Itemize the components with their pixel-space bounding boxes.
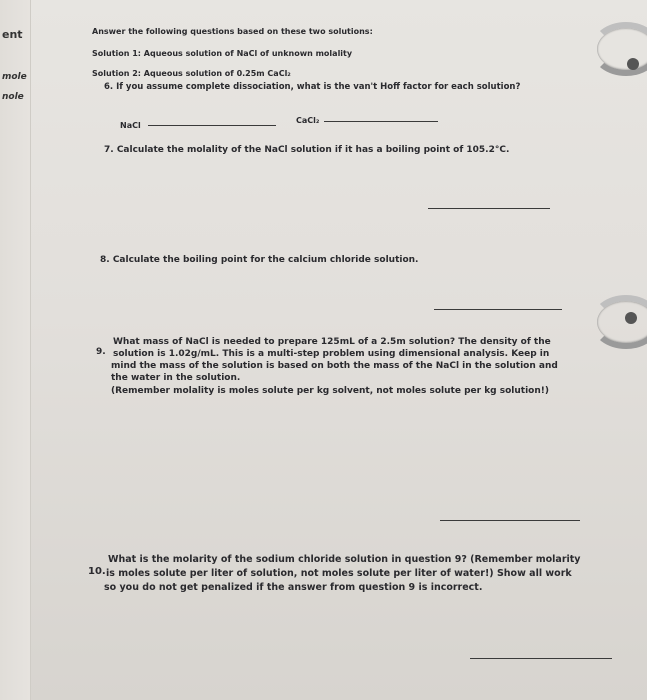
q6-nacl-answer-line: [148, 125, 276, 126]
q8-answer-line: [434, 309, 562, 310]
question-9-line: mind the mass of the solution is based on both the mass of the NaCl in the solution and: [111, 361, 558, 371]
question-10-line: is moles solute per liter of solution, not moles solute per liter of water!) Show all work: [106, 568, 572, 579]
solution-2-text: Solution 2: Aqueous solution of 0.25m CaCl₂: [92, 69, 291, 78]
q6-cacl2-answer-line: [324, 121, 438, 122]
question-10-line: so you do not get penalized if the answer from question 9 is incorrect.: [104, 582, 483, 593]
binder-ring-icon: [591, 295, 647, 349]
q6-cacl2-label: CaCl₂: [296, 116, 320, 125]
q7-answer-line: [428, 208, 550, 209]
binder-hole-icon: [627, 58, 639, 70]
margin-text: ent: [2, 28, 23, 41]
question-9-line: What mass of NaCl is needed to prepare 125mL of a 2.5m solution? The density of the: [113, 337, 551, 347]
question-6: 6. If you assume complete dissociation, what is the van't Hoff factor for each solution?: [104, 82, 521, 92]
question-10-number: 10.: [88, 566, 106, 577]
margin-text: nole: [2, 92, 24, 102]
question-7: 7. Calculate the molality of the NaCl solution if it has a boiling point of 105.2°C.: [104, 145, 510, 155]
binder-ring-icon: [591, 22, 647, 76]
previous-page-edge: [0, 0, 31, 700]
solution-1-text: Solution 1: Aqueous solution of NaCl of unknown molality: [92, 49, 353, 58]
question-9-line: (Remember molality is moles solute per kg solvent, not moles solute per kg solution!): [111, 386, 549, 396]
question-10-line: What is the molarity of the sodium chloride solution in question 9? (Remember molarity: [108, 554, 581, 565]
question-9-number: 9.: [96, 347, 106, 357]
q9-answer-line: [440, 520, 580, 521]
intro-text: Answer the following questions based on these two solutions:: [92, 27, 373, 36]
question-9-line: solution is 1.02g/mL. This is a multi-step problem using dimensional analysis. Keep in: [113, 349, 550, 359]
margin-text: mole: [2, 72, 27, 82]
q6-nacl-label: NaCl: [120, 121, 141, 130]
q10-answer-line: [470, 658, 612, 659]
question-8: 8. Calculate the boiling point for the calcium chloride solution.: [100, 255, 419, 265]
question-9-line: the water in the solution.: [111, 373, 241, 383]
binder-hole-icon: [625, 312, 637, 324]
